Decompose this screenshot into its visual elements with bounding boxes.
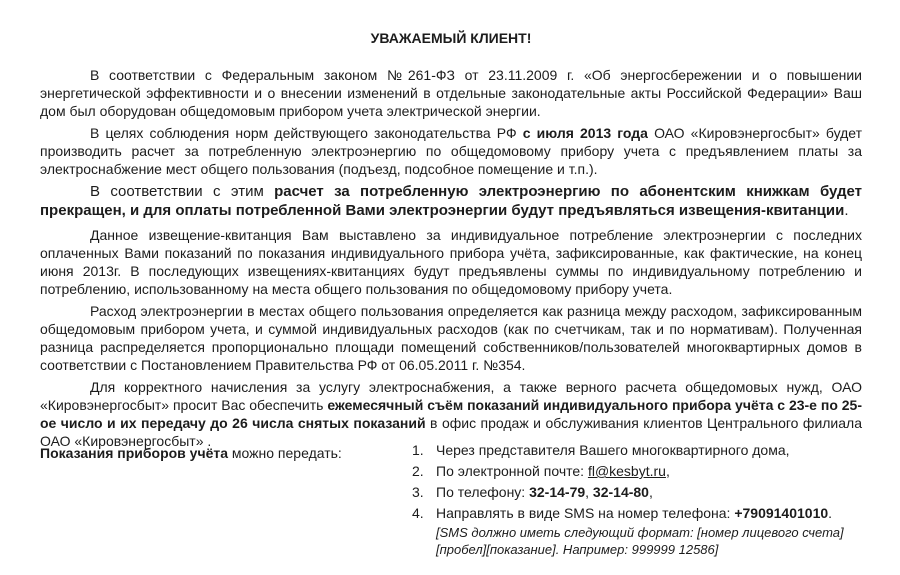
list-item: 3. По телефону: 32-14-79, 32-14-80, xyxy=(412,484,653,500)
transfer-methods-list xyxy=(412,441,872,561)
notice-title: УВАЖАЕМЫЙ КЛИЕНТ! xyxy=(370,30,532,46)
paragraph-calculation: В целях соблюдения норм действующего законодательства РФ с июля 2013 года ОАО «Кировэнергосбыт» будет производить расчет за потребленную электроэнергию по общедомовому прибору учета с предъявлением платы за электроснабжение мест общего пользования (подъезд, подсобное помещение и т.п.). xyxy=(40,125,863,177)
list-item: 1. Через представителя Вашего многоквартирного дома, xyxy=(412,442,790,458)
paragraph-books-stopped: В соответствии с этим расчет за потребленную электроэнергию по абонентским книжкам будет прекращен, и для оплаты потребленной Вами электроэнергии будут предъявляться извещения-квитанции. xyxy=(40,183,862,219)
sms-phone-number: +79091401010 xyxy=(734,505,829,521)
paragraph-law: В соответствии с Федеральным законом №261-ФЗ от 23.11.2009 г. «Об энергосбережении и о повышении энергетической эффективности и о внесении изменений в отдельные законодательные акты Российской Федерации» Ваш дом был оборудован общедомовым прибором учета электрической энергии. xyxy=(40,67,862,119)
paragraph-receipt: Данное извещение-квитанция Вам выставлено за индивидуальное потребление электроэнергии с последних оплаченных Вами показаний по показания индивидуального прибора учёта, зафиксированные, как фактические, на конец июня 2013г. В последующих извещениях-квитанциях будут предъявлены суммы по индивидуальному потреблению и потреблению, использованному на места общего пользования по общедомовому прибору учета. xyxy=(40,227,862,297)
date-highlight: с июля 2013 года xyxy=(522,125,648,141)
email-link[interactable]: fl@kesbyt.ru xyxy=(587,463,666,479)
phone-number: 32-14-80 xyxy=(592,484,649,500)
readings-schedule-highlight: ежемесячный съём показаний индивидуального прибора учёта с 23-е по 25-ое число и их передачу до 26 числа снятых показаний xyxy=(40,397,862,431)
list-item: 4. Направлять в виде SMS на номер телефона: +79091401010. [SMS должно иметь следующий формат: [номер лицевого счета][пробел][показание]. Например: 999999 12586] xyxy=(412,504,872,558)
transfer-label: Показания приборов учёта можно передать: xyxy=(40,445,342,461)
phone-number: 32-14-79 xyxy=(529,484,586,500)
books-stopped-highlight: расчет за потребленную электроэнергию по абонентским книжкам будет прекращен, и для оплаты потребленной Вами электроэнергии будут предъявляться извещения-квитанции xyxy=(40,183,862,219)
paragraph-common-areas: Расход электроэнергии в местах общего пользования определяется как разница между расходом, зафиксированным общедомовым прибором учета, и суммой индивидуальных расходов (как по счетчикам, так и по нормативам). Полученная разница распределяется пропорционально площади помещений собственников/пользователей многоквартирных домов в соответствии с Постановлением Правительства РФ от 06.05.2011 г. №354. xyxy=(40,303,862,373)
sms-format-note: [SMS должно иметь следующий формат: [номер лицевого счета][пробел][показание]. Например: 999999 12586] xyxy=(436,525,844,557)
paragraph-readings-request: Для корректного начисления за услугу электроснабжения, а также верного расчета общедомовых нужд, ОАО «Кировэнергосбыт» просит Вас обеспечить ежемесячный съём показаний индивидуального прибора учёта с 23-е по 25-ое число и их передачу до 26 числа снятых показаний в офис продаж и обслуживания клиентов Центрального филиала ОАО «Кировэнергосбыт» . xyxy=(40,379,862,449)
list-item: 2. По электронной почте: fl@kesbyt.ru, xyxy=(412,463,670,479)
